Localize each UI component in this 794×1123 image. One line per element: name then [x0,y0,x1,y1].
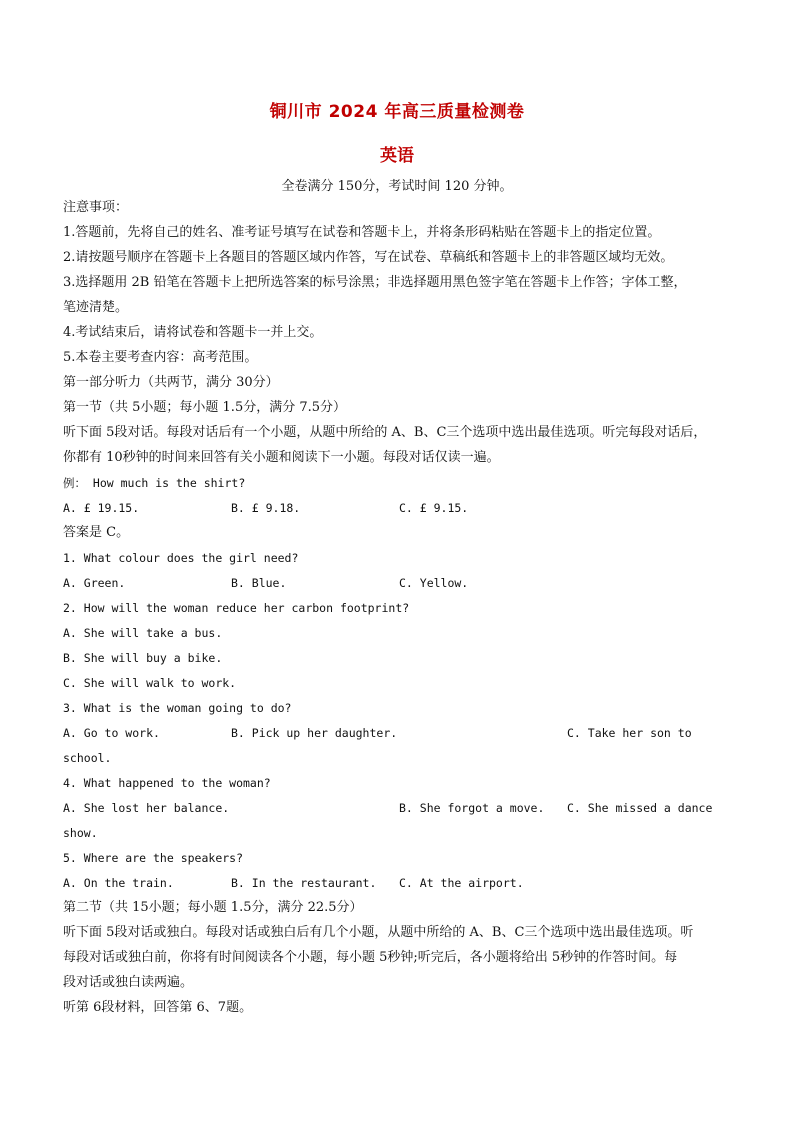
option-c: C. She missed a dance [567,801,713,815]
section-heading: 第二节（共 15小题；每小题 1.5分，满分 22.5分） [63,900,363,915]
question: 2. How will the woman reduce her carbon footprint? [63,601,410,615]
notice-item: 笔迹清楚。 [63,300,129,315]
option-b: B. In the restaurant. [231,876,377,890]
option-a: A. She lost her balance. [63,801,230,815]
option-b: B. £ 9.18. [231,501,301,515]
question: 4. What happened to the woman? [63,776,271,790]
instruction: 你都有 10秒钟的时间来回答有关小题和阅读下一小题。每段对话仅读一遍。 [63,450,500,465]
instruction: 段对话或独白读两遍。 [63,975,194,990]
example-answer: 答案是 C。 [63,525,130,540]
instruction: 听下面 5段对话或独白。每段对话或独白后有几个小题，从题中所给的 A、B、C三个选项中选出最佳选项。听 [63,925,694,940]
option-b: B. She forgot a move. [399,801,545,815]
option-c: C. She will walk to work. [63,676,237,690]
question: 5. Where are the speakers? [63,851,244,865]
notice-heading: 注意事项： [63,200,129,215]
example-question: 例： How much is the shirt? [63,476,246,490]
option-c: C. £ 9.15. [399,501,469,515]
notice-item: 2.请按题号顺序在答题卡上各题目的答题区域内作答，写在试卷、草稿纸和答题卡上的非答题区域均无效。 [63,250,674,265]
notice-item: 3.选择题用 2B 铅笔在答题卡上把所选答案的标号涂黑；非选择题用黑色签字笔在答题卡上作答；字体工整， [63,275,687,290]
subject-title: 英语 [380,146,414,166]
option-b: B. Blue. [231,576,287,590]
option-c-continued: school. [63,751,112,765]
question: 1. What colour does the girl need? [63,551,299,565]
option-b: B. She will buy a bike. [63,651,223,665]
option-c: C. Yellow. [399,576,469,590]
exam-title: 铜川市 2024 年高三质量检测卷 [269,102,525,122]
option-a: A. Go to work. [63,726,160,740]
option-a: A. She will take a bus. [63,626,223,640]
notice-item: 5.本卷主要考查内容：高考范围。 [63,350,258,365]
part-heading: 第一部分听力（共两节，满分 30分） [63,375,279,390]
option-a: A. Green. [63,576,126,590]
notice-item: 1.答题前，先将自己的姓名、准考证号填写在试卷和答题卡上，并将条形码粘贴在答题卡上的指定位置。 [63,225,661,240]
section-heading: 第一节（共 5小题；每小题 1.5分，满分 7.5分） [63,400,347,415]
option-c: C. At the airport. [399,876,524,890]
option-a: A. £ 19.15. [63,501,140,515]
instruction: 听第 6段材料，回答第 6、7题。 [63,1000,253,1015]
instruction: 每段对话或独白前，你将有时间阅读各个小题，每小题 5秒钟;听完后，各小题将给出 5秒钟的作答时间。每 [63,950,678,965]
exam-meta: 全卷满分 150分，考试时间 120 分钟。 [281,179,513,194]
option-b: B. Pick up her daughter. [231,726,398,740]
instruction: 听下面 5段对话。每段对话后有一个小题，从题中所给的 A、B、C三个选项中选出最佳选项。听完每段对话后， [63,425,707,440]
option-c-continued: show. [63,826,98,840]
option-a: A. On the train. [63,876,174,890]
question: 3. What is the woman going to do? [63,701,292,715]
option-c: C. Take her son to [567,726,692,740]
notice-item: 4.考试结束后，请将试卷和答题卡一并上交。 [63,325,323,340]
